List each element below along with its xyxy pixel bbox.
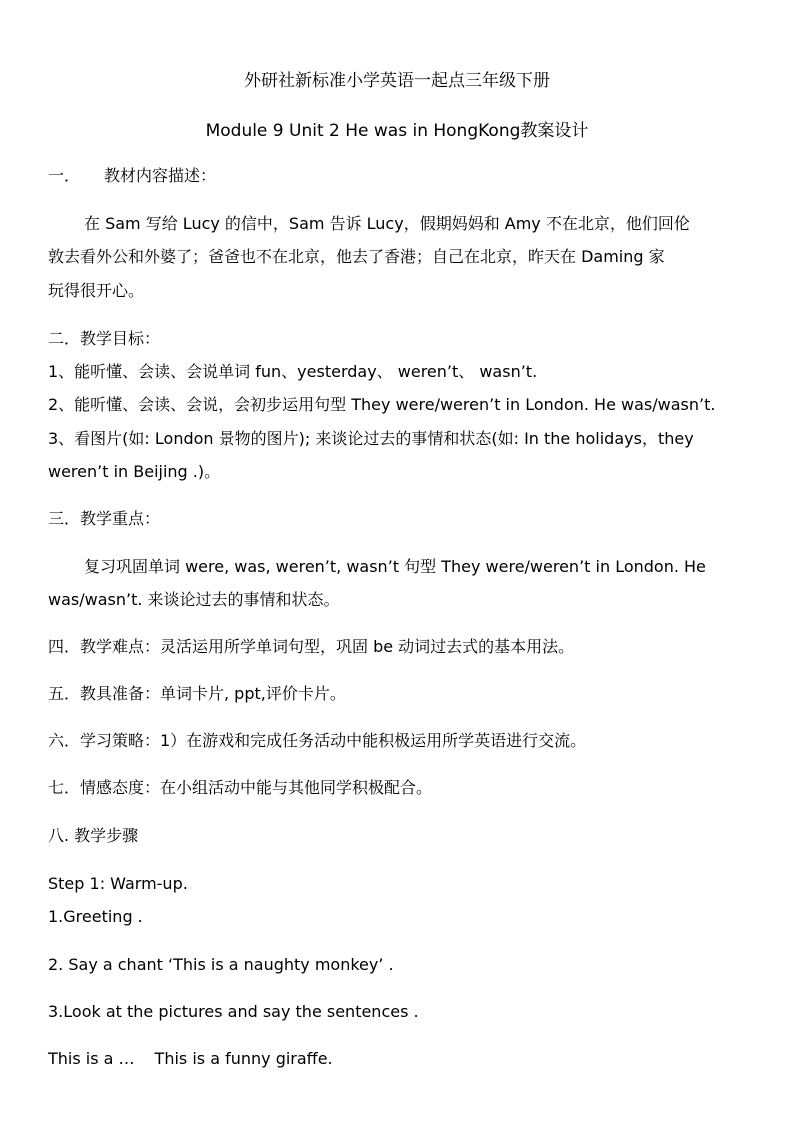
section-2-item: weren’t in Beijing .)。 [48, 462, 221, 481]
section-3-line: was/wasn’t. 来谈论过去的事情和状态。 [48, 590, 340, 609]
section-1-number: 一． [48, 166, 81, 185]
section-5: 五．教具准备：单词卡片, ppt,评价卡片。 [48, 684, 346, 703]
section-8-heading: 八. 教学步骤 [48, 826, 139, 845]
section-2-item: 2、能听懂、会读、会说，会初步运用句型 They were/weren’t in London. He was/wasn’t. [48, 395, 716, 414]
example-sentence-b: This is a funny giraffe. [154, 1049, 333, 1068]
section-2-item: 1、能听懂、会读、会说单词 fun、yesterday、 weren’t、 wasn’t. [48, 362, 538, 381]
section-2-item: 3、看图片(如: London 景物的图片); 来谈论过去的事情和状态(如: In the holidays，they [48, 429, 694, 448]
document-subtitle: Module 9 Unit 2 He was in HongKong教案设计 [205, 121, 589, 141]
section-7: 七．情感态度：在小组活动中能与其他同学积极配合。 [48, 778, 433, 797]
step-1-heading: Step 1: Warm-up. [48, 874, 188, 893]
section-6: 六．学习策略：1）在游戏和完成任务活动中能积极运用所学英语进行交流。 [48, 731, 587, 750]
document-title: 外研社新标准小学英语一起点三年级下册 [244, 71, 550, 91]
step-item-greeting: 1.Greeting . [48, 907, 143, 926]
section-3-line: 复习巩固单词 were, was, weren’t, wasn’t 句型 They were/weren’t in London. He [84, 557, 706, 576]
section-1-line: 玩得很开心。 [48, 281, 145, 300]
example-sentence-a: This is a … [48, 1049, 135, 1068]
step-item-chant: 2. Say a chant ‘This is a naughty monkey’ . [48, 955, 394, 974]
step-item-pictures: 3.Look at the pictures and say the sentences . [48, 1002, 419, 1021]
section-3-heading: 三．教学重点： [48, 509, 161, 528]
example-sentence-line [48, 1049, 333, 1069]
section-1-line: 在 Sam 写给 Lucy 的信中，Sam 告诉 Lucy，假期妈妈和 Amy 不在北京，他们回伦 [84, 214, 690, 233]
section-2-heading: 二．教学目标： [48, 329, 161, 348]
section-1-heading [48, 166, 216, 186]
section-4: 四．教学难点：灵活运用所学单词句型，巩固 be 动词过去式的基本用法。 [48, 637, 575, 656]
section-1-line: 敦去看外公和外婆了；爸爸也不在北京，他去了香港；自己在北京，昨天在 Daming 家 [48, 247, 665, 266]
section-1-title: 教材内容描述： [104, 166, 217, 185]
